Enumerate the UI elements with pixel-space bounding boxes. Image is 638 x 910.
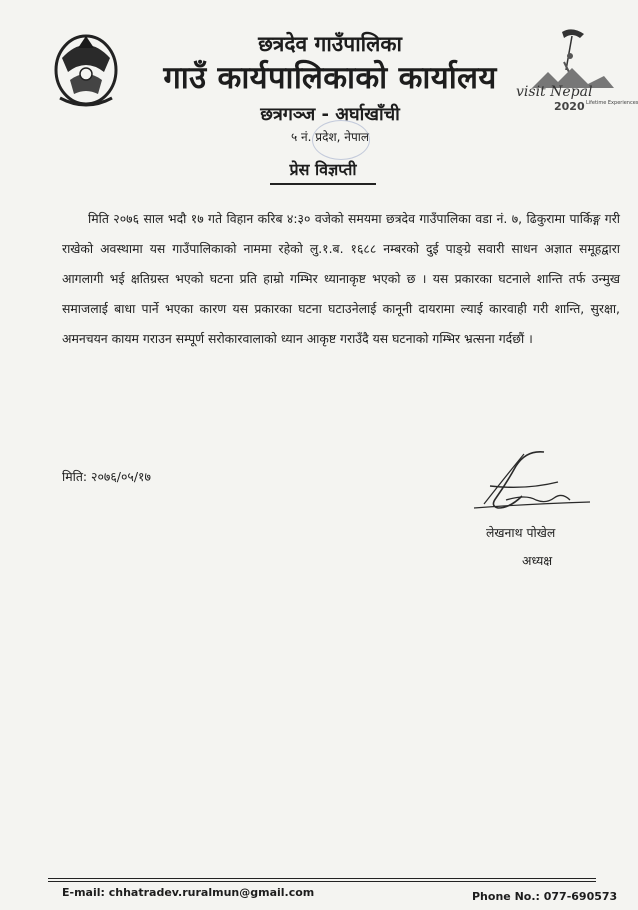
footer-divider-secondary [48,881,596,882]
signatory-name: लेखनाथ पोखेल [486,525,556,540]
office-name: गाउँ कार्यपालिकाको कार्यालय [163,60,497,96]
year-text: 2020 [554,100,585,113]
body-text: मिति २०७६ साल भदौ १७ गते विहान करिब ४:३० वजेको समयमा छत्रदेव गाउँपालिका वडा नं. ७, ढिकुरामा पार्किङ्ग गरी राखेको अवस्थामा यस गाउँपालिकाको नाममा रहेको लु.१.ब. १६८८ नम्बरको दुई पाङ्ग्रे सवारी साधन अज्ञात समूहद्वारा आगलागी भई क्षतिग्रस्त भएको घटना प्रति हाम्रो गम्भिर ध्यानाकृष्ट भएको छ । यस प्रकारका घटनाले शान्ति तर्फ उन्मुख समाजलाई बाधा पार्ने भएका कारण यस प्रकारका घटना घटाउनेलाई कानूनी दायरामा ल्याई कारवाही गरी शान्ति, सुरक्षा, अमनचयन कायम गराउन सम्पूर्ण सरोकारवालाको ध्यान आकृष्ट गराउँदै यस घटनाको गम्भिर भ्रत्सना गर्दछौं । [62,211,620,346]
municipality-name: छत्रदेव गाउँपालिका [258,32,402,56]
office-stamp [312,120,370,160]
nepal-government-emblem-icon [52,28,120,108]
province-country: ५ नं. प्रदेश, नेपाल [290,130,370,144]
footer-divider [48,878,596,879]
handwritten-signature [466,446,596,516]
issue-date: मिति: २०७६/०५/१७ [62,469,151,484]
signatory-position: अध्यक्ष [522,553,553,568]
visit-text: visit Nepal [516,84,593,100]
document-title: प्रेस विज्ञप्ती [289,160,357,179]
footer-phone: Phone No.: 077-690573 [472,890,618,903]
tagline-text: Lifetime Experiences [586,100,638,106]
title-underline [270,183,376,185]
visit-nepal-2020-logo [514,26,638,118]
body-paragraph [62,204,620,354]
footer-email: E-mail: chhatradev.ruralmun@gmail.com [62,886,315,899]
office-address: छत्रगञ्ज - अर्घाखाँची [260,104,400,125]
